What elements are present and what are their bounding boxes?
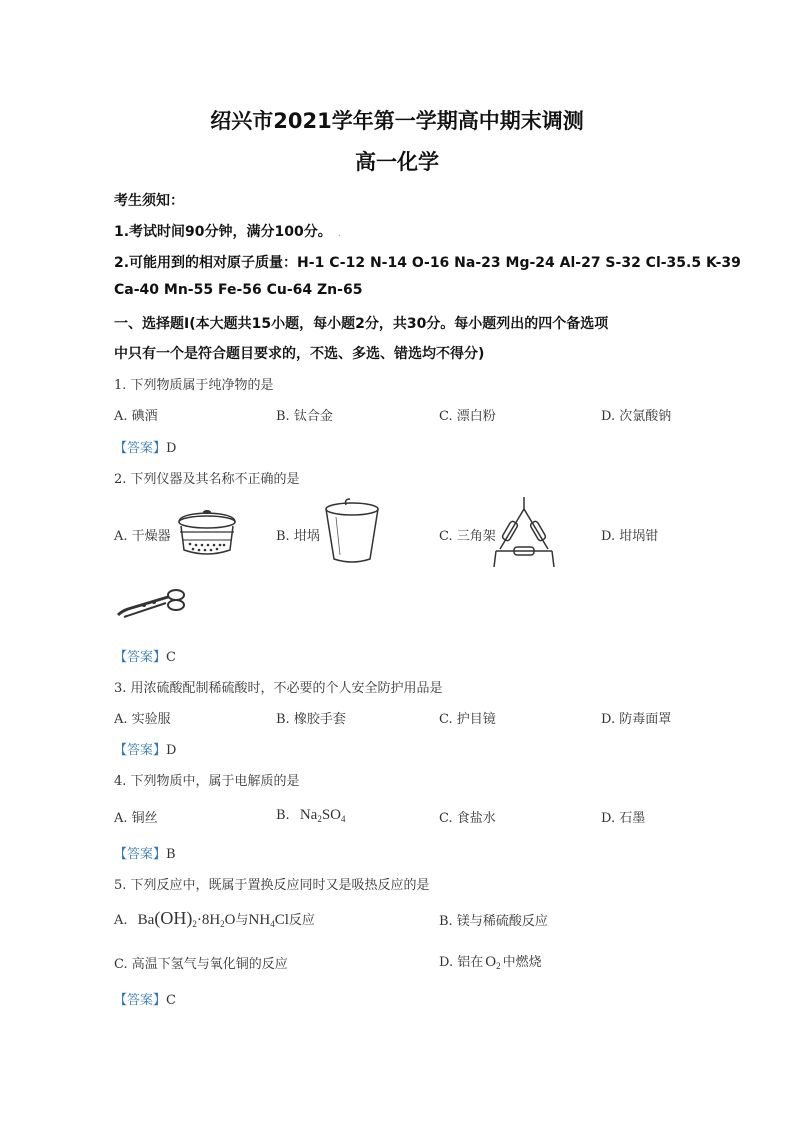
q2-answer	[114, 646, 176, 665]
q3-answer	[114, 739, 176, 758]
formula-part: SO	[321, 807, 342, 823]
q3-option-b: B. 橡胶手套	[276, 712, 346, 727]
q1-option-b: B. 钛合金	[276, 409, 333, 424]
answer-value: C	[166, 993, 176, 1008]
na2so4-formula	[300, 807, 346, 823]
answer-tag: 【答案】	[114, 743, 167, 758]
notice-item-3: Ca-40 Mn-55 Fe-56 Cu-64 Zn-65	[114, 282, 363, 298]
q5-option-a	[114, 908, 315, 929]
baoh2-formula	[137, 908, 236, 929]
crucible-tongs-image	[114, 585, 190, 621]
clay-triangle-image	[492, 495, 556, 571]
q2-option-a: A. 干燥器	[114, 529, 171, 544]
answer-tag: 【答案】	[114, 441, 167, 456]
formula-subscript: 4	[341, 814, 346, 824]
answer-tag: 【答案】	[114, 650, 167, 665]
q1-option-c: C. 漂白粉	[439, 409, 496, 424]
link-word: 与	[235, 913, 249, 928]
formula-subscript: 2	[317, 814, 322, 824]
nh4cl-formula	[249, 912, 289, 928]
notice-item-1	[114, 221, 341, 241]
section-heading-line1: 一、选择题Ⅰ(本大题共15小题，每小题2分，共30分。每小题列出的四个备选项	[114, 316, 609, 332]
q5-option-d-label: D. 铝在	[439, 955, 484, 970]
formula-part: O	[485, 954, 497, 970]
answer-tag: 【答案】	[114, 847, 167, 862]
q5-option-b: B. 镁与稀硫酸反应	[439, 914, 548, 929]
answer-value: D	[166, 743, 177, 758]
question-4-stem: 4. 下列物质中，属于电解质的是	[114, 774, 300, 789]
stray-mark: .	[337, 228, 341, 239]
q4-option-a: A. 铜丝	[114, 811, 158, 826]
answer-tag: 【答案】	[114, 993, 167, 1008]
q5-option-c: C. 高温下氢气与氧化铜的反应	[114, 957, 288, 972]
desiccator-image	[174, 508, 240, 560]
q2-option-b: B. 坩埚	[276, 529, 320, 544]
q2-option-c: C. 三角架	[439, 529, 496, 544]
formula-part: O	[224, 912, 236, 928]
formula-part: (OH)	[154, 908, 193, 928]
o2-formula	[485, 954, 500, 970]
formula-part: Cl	[274, 912, 289, 928]
notice-item-1-text: 1.考试时间90分钟，满分100分。	[114, 224, 332, 240]
formula-part: Na	[299, 807, 318, 823]
q1-option-a: A. 碘酒	[114, 409, 158, 424]
q5-option-a-label: A.	[114, 913, 128, 928]
formula-subscript: 2	[496, 961, 501, 971]
q5-option-d-suffix: 中燃烧	[502, 955, 542, 970]
q1-option-d: D. 次氯酸钠	[601, 409, 672, 424]
formula-part: Ba	[137, 912, 155, 928]
formula-subscript: 4	[270, 919, 275, 929]
reaction-word: 反应	[288, 913, 315, 928]
crucible-image	[322, 497, 382, 567]
notice-heading: 考生须知：	[114, 193, 184, 209]
formula-part: NH	[248, 912, 271, 928]
question-5-stem: 5. 下列反应中，既属于置换反应同时又是吸热反应的是	[114, 878, 430, 893]
q4-option-c: C. 食盐水	[439, 811, 496, 826]
q3-option-c: C. 护目镜	[439, 712, 496, 727]
q4-answer	[114, 843, 176, 862]
formula-part: ·8H	[196, 912, 221, 928]
answer-value: B	[166, 847, 176, 862]
q3-option-a: A. 实验服	[114, 712, 171, 727]
q1-answer	[114, 437, 176, 456]
page-subtitle: 高一化学	[355, 150, 439, 174]
notice-item-2: 2.可能用到的相对原子质量：H-1 C-12 N-14 O-16 Na-23 Mg-24 Al-27 S-32 Cl-35.5 K-39	[114, 255, 741, 271]
answer-value: D	[166, 441, 177, 456]
question-1-stem: 1. 下列物质属于纯净物的是	[114, 378, 274, 393]
q4-option-d: D. 石墨	[601, 811, 646, 826]
formula-subscript: 2	[192, 919, 197, 929]
q4-option-b-label: B.	[276, 808, 290, 823]
question-3-stem: 3. 用浓硫酸配制稀硫酸时，不必要的个人安全防护用品是	[114, 681, 443, 696]
section-heading-line2: 中只有一个是符合题目要求的，不选、多选、错选均不得分)	[114, 346, 485, 362]
q2-option-d: D. 坩埚钳	[601, 529, 659, 544]
q4-option-b	[276, 807, 346, 824]
formula-subscript: 2	[220, 919, 225, 929]
q5-option-d	[439, 951, 542, 971]
q5-answer	[114, 989, 176, 1008]
question-2-stem: 2. 下列仪器及其名称不正确的是	[114, 472, 300, 487]
q3-option-d: D. 防毒面罩	[601, 712, 672, 727]
answer-value: C	[166, 650, 176, 665]
page-title: 绍兴市2021学年第一学期高中期末调测	[210, 109, 584, 133]
